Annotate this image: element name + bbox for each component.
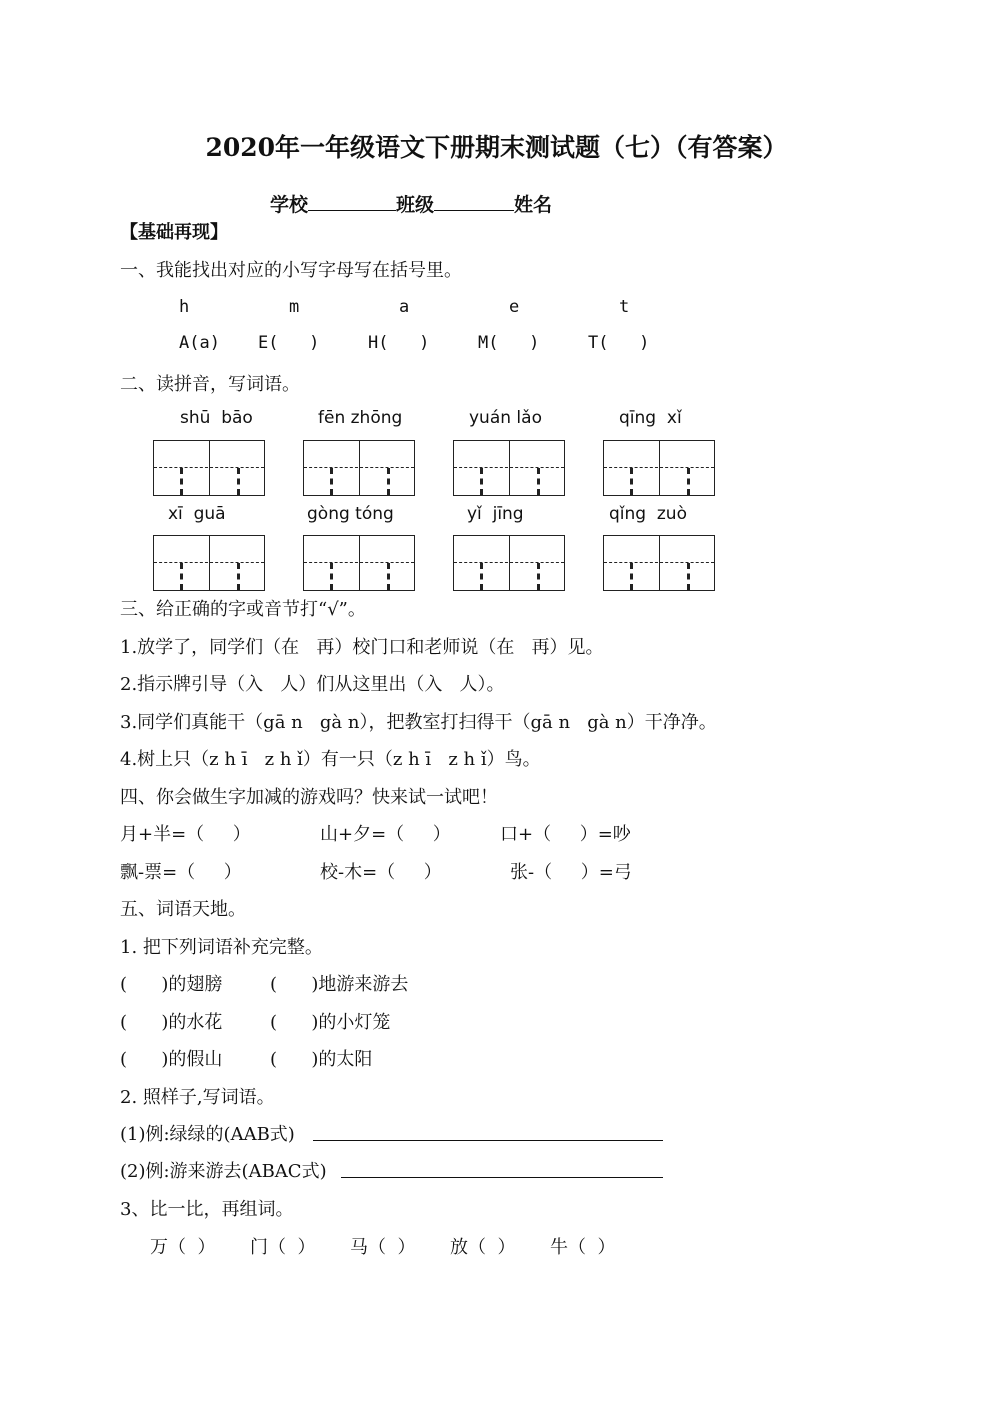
q2-heading: 二、读拼音，写词语。 <box>120 374 300 395</box>
student-info <box>270 190 552 217</box>
fill-item[interactable]: ( )的翅膀 <box>120 974 223 995</box>
writing-grid[interactable] <box>303 535 415 591</box>
q4-item[interactable]: 月+半=（ ） <box>120 824 251 845</box>
q5-heading: 五、词语天地。 <box>120 899 246 920</box>
compare-item[interactable]: 马（ ） <box>350 1237 416 1258</box>
writing-grid[interactable] <box>153 535 265 591</box>
example-2: (2)例:游来游去(ABAC式) <box>120 1161 327 1182</box>
compare-item[interactable]: 万（ ） <box>150 1237 216 1258</box>
pinyin-label: qīng xǐ <box>619 408 682 428</box>
answer-line-1[interactable] <box>313 1140 663 1141</box>
q1-pair[interactable]: E( ) <box>258 333 320 353</box>
q3-item[interactable]: 3.同学们真能干（gā n gà n），把教室打扫得干（gā n gà n）干净净。 <box>120 712 717 733</box>
q4-item[interactable]: 张-（ ）=弓 <box>510 862 632 883</box>
q3-item[interactable]: 2.指示牌引导（入 人）们从这里出（入 人）。 <box>120 674 505 695</box>
q4-item[interactable]: 口+（ ）=吵 <box>500 824 631 845</box>
writing-grid[interactable] <box>153 440 265 496</box>
answer-line-2[interactable] <box>341 1177 663 1178</box>
q1-letter: e <box>509 297 520 317</box>
pinyin-label: fēn zhōng <box>318 408 403 428</box>
q3-item[interactable]: 1.放学了，同学们（在 再）校门口和老师说（在 再）见。 <box>120 637 604 658</box>
q1-pair[interactable]: M( ) <box>478 333 540 353</box>
q1-pair[interactable]: T( ) <box>588 333 650 353</box>
q1-letter: t <box>619 297 630 317</box>
q1-letter: a <box>399 297 410 317</box>
q5-sub3: 3、比一比，再组词。 <box>120 1199 294 1220</box>
writing-grid[interactable] <box>603 440 715 496</box>
q5-sub2: 2. 照样子,写词语。 <box>120 1087 275 1108</box>
writing-grid[interactable] <box>603 535 715 591</box>
pinyin-label: yǐ jīng <box>467 504 524 524</box>
q5-sub1: 1. 把下列词语补充完整。 <box>120 937 323 958</box>
writing-grid[interactable] <box>453 440 565 496</box>
q3-item[interactable]: 4.树上只（z h ī z h ǐ）有一只（z h ī z h ǐ）鸟。 <box>120 749 541 770</box>
q4-item[interactable]: 山+夕=（ ） <box>320 824 451 845</box>
compare-item[interactable]: 门（ ） <box>250 1237 316 1258</box>
compare-item[interactable]: 放（ ） <box>450 1237 516 1258</box>
pinyin-label: xī guā <box>168 504 226 524</box>
writing-grid[interactable] <box>303 440 415 496</box>
pinyin-label: gòng tóng <box>307 504 394 524</box>
pinyin-label: yuán lǎo <box>469 408 542 428</box>
q1-letter: m <box>289 297 300 317</box>
q3-heading: 三、给正确的字或音节打“√”。 <box>120 599 366 620</box>
q1-pair[interactable]: H( ) <box>368 333 430 353</box>
q1-heading: 一、我能找出对应的小写字母写在括号里。 <box>120 260 462 281</box>
school-blank[interactable] <box>308 194 396 211</box>
class-blank[interactable] <box>434 194 514 211</box>
fill-item[interactable]: ( )的假山 <box>120 1049 223 1070</box>
example-1: (1)例:绿绿的(AAB式) <box>120 1124 295 1145</box>
name-label: 姓名 <box>514 194 553 216</box>
fill-item[interactable]: ( )的水花 <box>120 1012 223 1033</box>
q4-item[interactable]: 飘-票=（ ） <box>120 862 242 883</box>
page-title: 2020年一年级语文下册期末测试题（七）（有答案） <box>205 133 788 162</box>
q4-heading: 四、你会做生字加减的游戏吗？快来试一试吧！ <box>120 787 498 808</box>
school-label: 学校 <box>270 194 309 216</box>
writing-grid[interactable] <box>453 535 565 591</box>
class-label: 班级 <box>396 194 435 216</box>
q4-item[interactable]: 校-木=（ ） <box>320 862 442 883</box>
compare-item[interactable]: 牛（ ） <box>550 1237 616 1258</box>
fill-item[interactable]: ( )的太阳 <box>270 1049 373 1070</box>
pinyin-label: qǐng zuò <box>609 504 687 524</box>
fill-item[interactable]: ( )的小灯笼 <box>270 1012 391 1033</box>
q1-pair: A(a) <box>179 333 220 353</box>
fill-item[interactable]: ( )地游来游去 <box>270 974 409 995</box>
pinyin-label: shū bāo <box>180 408 253 428</box>
section-basic: 【基础再现】 <box>120 222 228 243</box>
q1-letter: h <box>179 297 190 317</box>
